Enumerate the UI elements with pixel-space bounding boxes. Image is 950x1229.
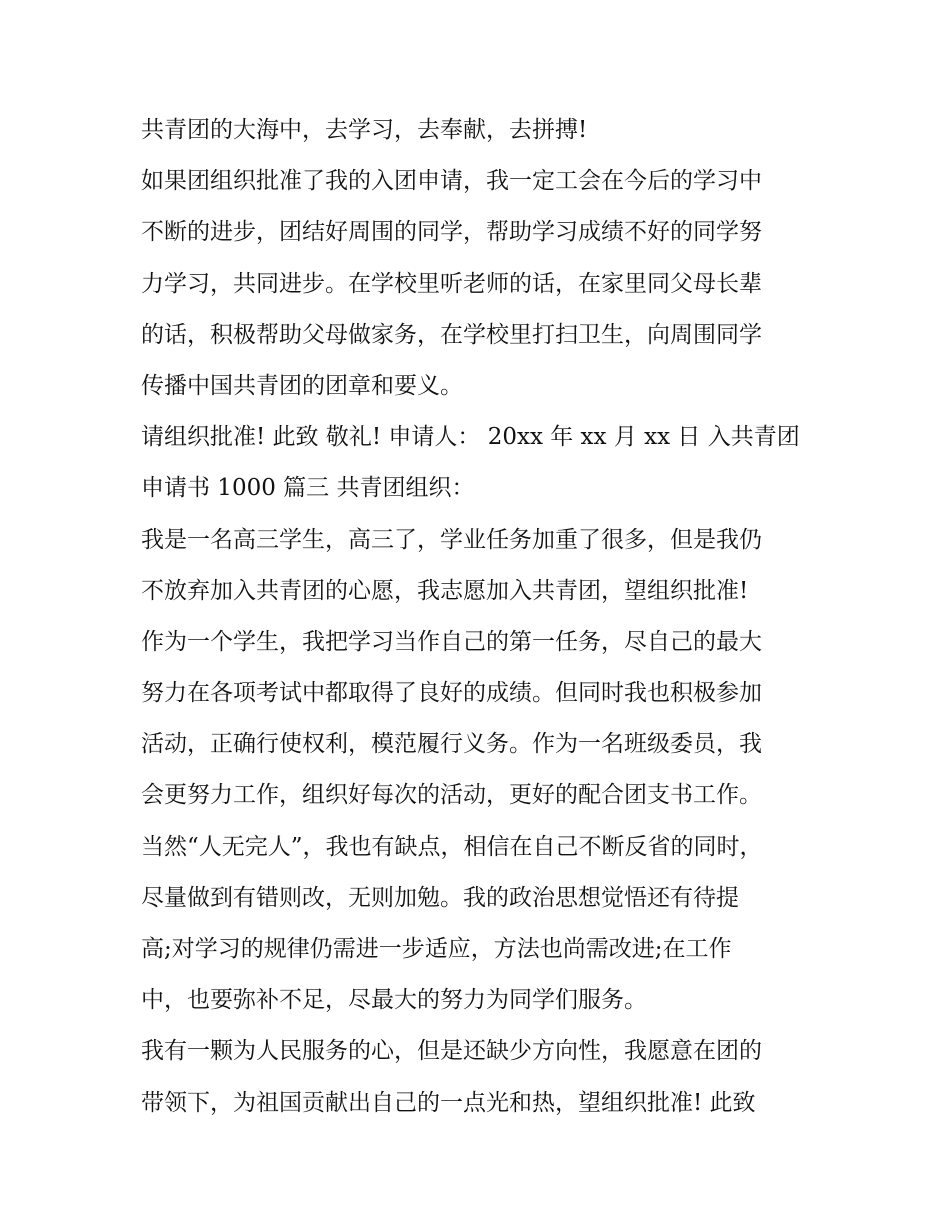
text-line-3: 不断的进步，团结好周围的同学，帮助学习成绩不好的同学努	[141, 219, 762, 246]
text-line-4: 力学习，共同进步。在学校里听老师的话，在家里同父母长辈	[141, 270, 762, 297]
text-line-16: 尽量做到有错则改，无则加勉。我的政治思想觉悟还有待提	[141, 884, 739, 911]
text-line-10: 不放弃加入共青团的心愿，我志愿加入共青团，望组织批准!	[141, 577, 749, 604]
text-line-12: 努力在各项考试中都取得了良好的成绩。但同时我也积极参加	[141, 680, 762, 707]
text-line-20: 带领下，为祖国贡献出自己的一点光和热，望组织批准! 此致	[141, 1089, 756, 1116]
text-line-8: 申请书 1000 篇三 共青团组织：	[141, 475, 475, 502]
text-line-5: 的话，积极帮助父母做家务，在学校里打扫卫生，向周围同学	[141, 321, 762, 348]
text-line-7: 请组织批准! 此致 敬礼! 申请人： 20xx 年 xx 月 xx 日 入共青团	[141, 424, 800, 451]
text-line-6: 传播中国共青团的团章和要义。	[141, 372, 463, 399]
text-line-2: 如果团组织批准了我的入团申请，我一定工会在今后的学习中	[141, 168, 762, 195]
text-line-18: 中，也要弥补不足，尽最大的努力为同学们服务。	[141, 987, 647, 1014]
text-line-11: 作为一个学生，我把学习当作自己的第一任务，尽自己的最大	[141, 628, 762, 655]
text-line-14: 会更努力工作，组织好每次的活动，更好的配合团支书工作。	[141, 782, 762, 809]
text-line-9: 我是一名高三学生，高三了，学业任务加重了很多，但是我仍	[141, 526, 762, 553]
text-line-1: 共青团的大海中，去学习，去奉献，去拼搏!	[141, 117, 588, 143]
text-line-19: 我有一颗为人民服务的心，但是还缺少方向性，我愿意在团的	[141, 1038, 762, 1065]
document-body	[141, 110, 821, 1134]
text-line-13: 活动，正确行使权利，模范履行义务。作为一名班级委员，我	[141, 731, 762, 758]
text-line-15: 当然“人无完人”，我也有缺点，相信在自己不断反省的同时，	[141, 833, 763, 860]
text-line-17: 高;对学习的规律仍需进一步适应，方法也尚需改进;在工作	[141, 936, 732, 962]
